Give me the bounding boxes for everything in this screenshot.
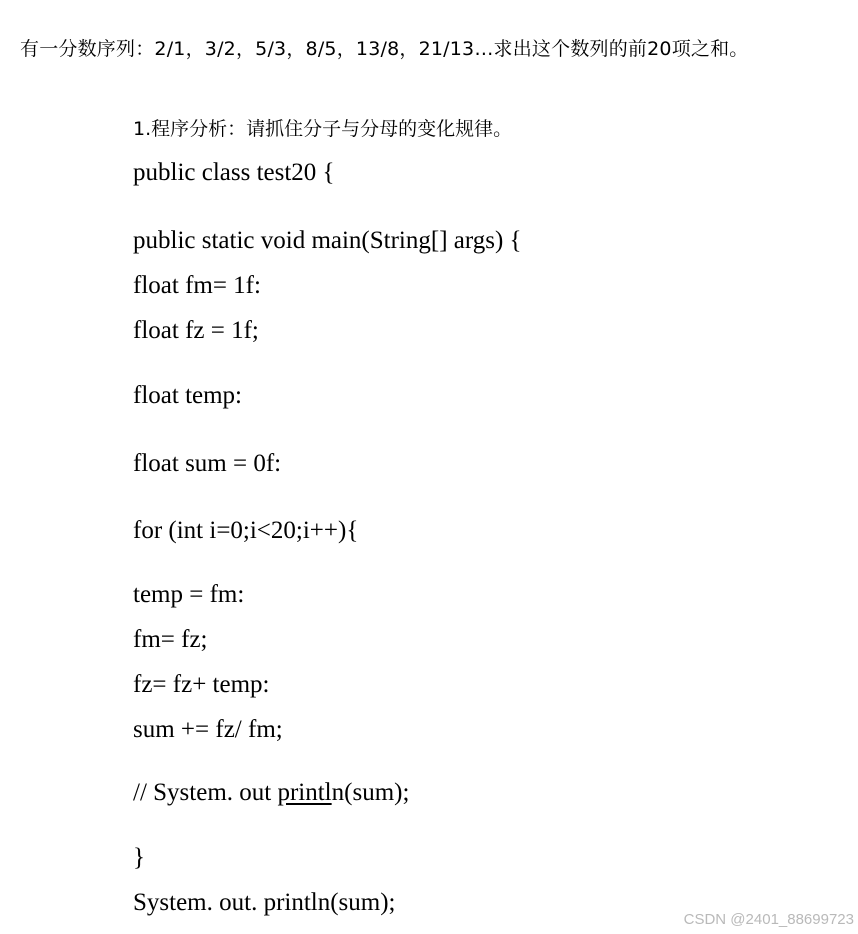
code-temp-assignment: temp = fm: [133,581,245,608]
code-sum-declaration: float sum = 0f: [133,450,282,477]
code-fz-declaration: float fz = 1f; [133,317,259,344]
comment-underlined-word: printl [277,779,332,806]
code-closing-brace: } [133,844,145,871]
watermark: CSDN @2401_88699723 [683,911,854,928]
code-fz-assignment: fz= fz+ temp: [133,671,270,698]
code-println: System. out. println(sum); [133,889,396,916]
code-sum-assignment: sum += fz/ fm; [133,716,283,743]
code-fm-declaration: float fm= 1f: [133,272,261,299]
comment-prefix: // System. out [133,779,278,806]
question-text: 有一分数序列：2/1，3/2，5/3，8/5，13/8，21/13…求出这个数列的前20项之和。 [20,38,749,60]
analysis-text: 1.程序分析：请抓住分子与分母的变化规律。 [133,118,513,140]
code-comment-line [133,778,409,808]
code-for-loop: for (int i=0;i<20;i++){ [133,517,359,544]
code-main-declaration: public static void main(String[] args) { [133,227,522,254]
code-temp-declaration: float temp: [133,382,242,409]
code-class-declaration: public class test20 { [133,159,335,186]
comment-suffix: n(sum); [331,779,410,806]
code-fm-assignment: fm= fz; [133,626,208,653]
